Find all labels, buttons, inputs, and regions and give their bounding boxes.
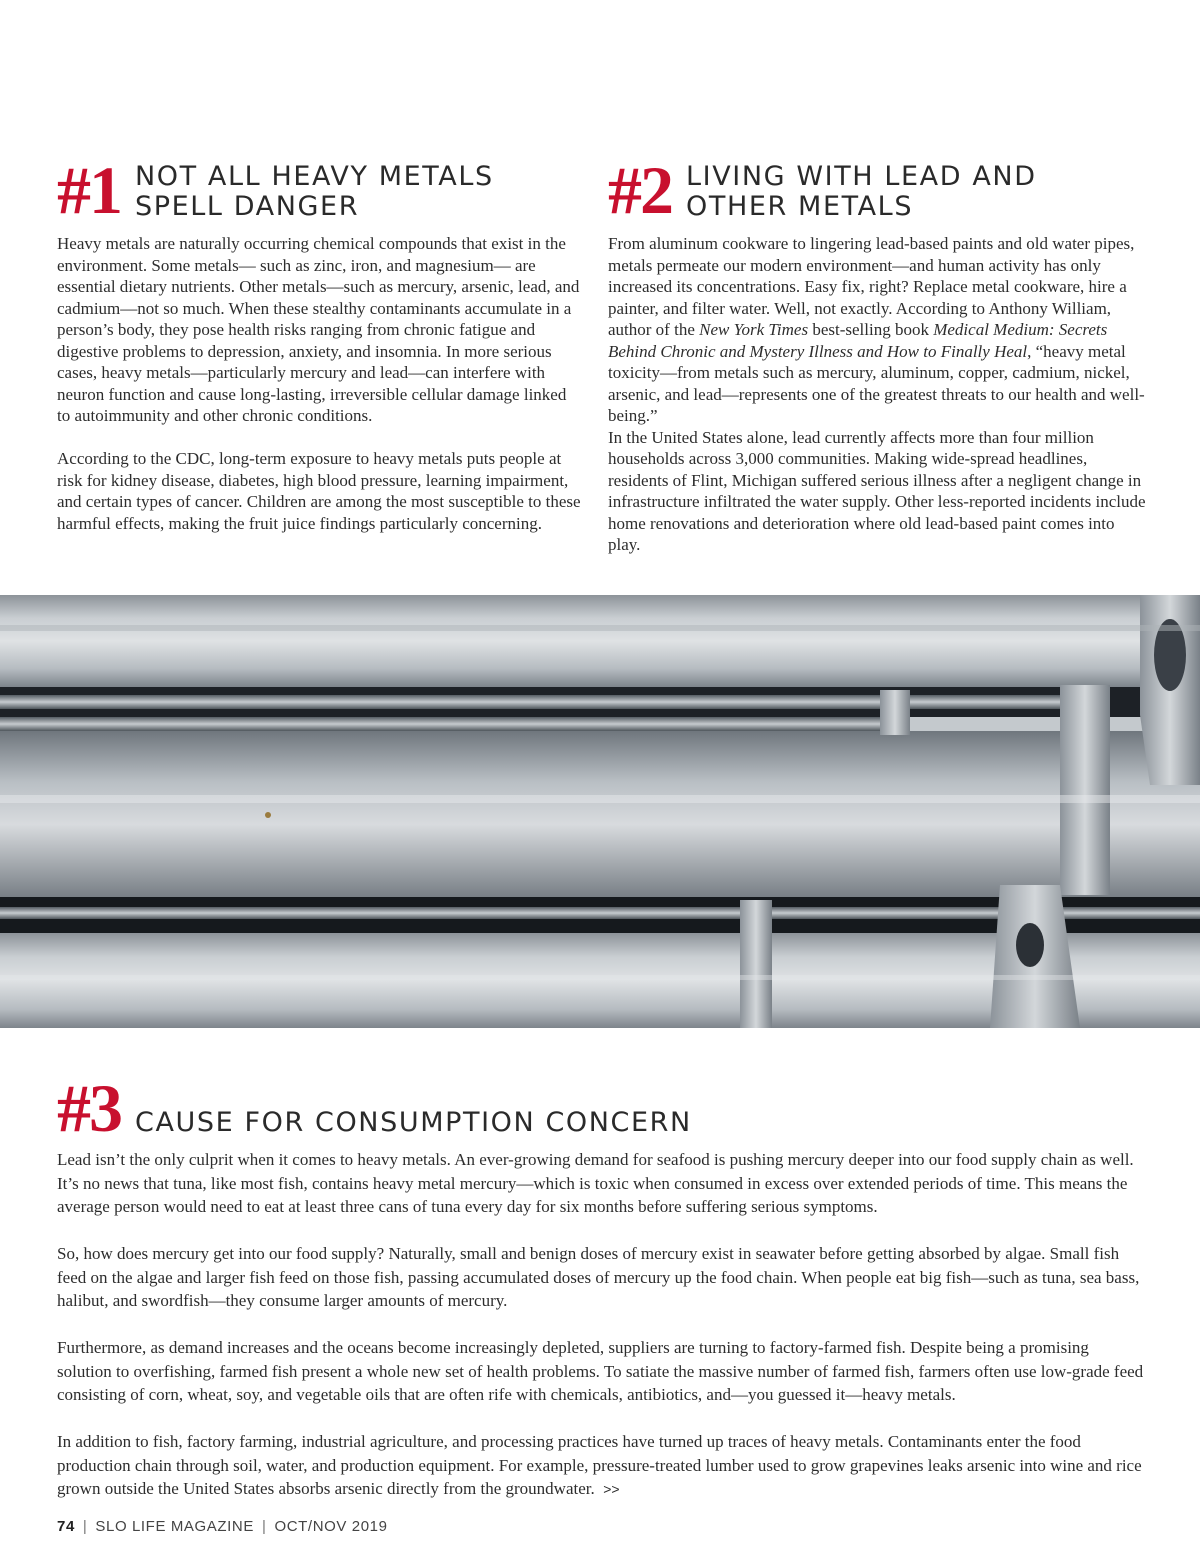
- continue-marker: >>: [603, 1481, 620, 1497]
- section-2-title-line2: OTHER METALS: [686, 191, 914, 222]
- issue-date: OCT/NOV 2019: [274, 1518, 388, 1535]
- footer-separator: |: [82, 1518, 88, 1535]
- section-3-paragraph-3: Furthermore, as demand increases and the oceans become increasingly depleted, suppliers are turning to factory-farmed fish. Despite being a promising solution to overfishing, farmed fish present a whole new set of health problems. To satiate the massive number of farmed fish, farmers often use low-grade feed consisting of corn, wheat, soy, and vegetable oils that are often rife with chemicals, antibiotics, and—you guessed it—heavy metals.: [57, 1338, 1144, 1404]
- section-1-number: #1: [57, 152, 121, 228]
- section-2: [608, 152, 1148, 556]
- section-2-para1-text-b: best-selling book: [808, 320, 934, 339]
- section-2-title-line1: LIVING WITH LEAD AND: [686, 161, 1037, 192]
- book-title: Medical Medium: Secrets Behind Chronic and Mystery Illness and How to Finally Heal: [608, 320, 1108, 361]
- section-3-para4-text: In addition to fish, factory farming, industrial agriculture, and processing practices have turned up traces of heavy metals. Contaminants enter the food production chain through soil, water, and production equipment. For example, pressure-treated lumber used to grow grapevines leaks arsenic into wine and rice grown outside the United States absorbs arsenic directly from the groundwater.: [57, 1432, 1142, 1498]
- section-2-number: #2: [608, 152, 672, 228]
- section-2-paragraph-1: [608, 233, 1148, 427]
- section-1-paragraph-1: Heavy metals are naturally occurring chemical compounds that exist in the environment. Some metals— such as zinc, iron, and magnesium— are essential dietary nutrients. Other metals—such as mercury, arsenic, lead, and cadmium—not so much. When these stealthy contaminants accumulate in a person’s body, they pose health risks ranging from chronic fatigue and digestive problems to depression, anxiety, and insomnia. In more serious cases, heavy metals—particularly mercury and lead—can interfere with neuron function and cause long-lasting, irreversible cellular damage linked to autoimmunity and other chronic conditions.: [57, 234, 580, 425]
- section-2-para1-text-c: , “heavy metal toxicity—from metals such as mercury, aluminum, copper, cadmium, nickel, arsenic, and lead—represents one of the greatest threats to our health and well- being.”: [608, 341, 1145, 425]
- section-3-body: [57, 1148, 1147, 1502]
- section-2-title: [686, 162, 1037, 222]
- page-number: 74: [57, 1518, 75, 1535]
- magazine-name: SLO LIFE MAGAZINE: [95, 1518, 254, 1535]
- section-2-paragraph-2: In the United States alone, lead currently affects more than four million households across 3,000 communities. Making wide-spread headlines, residents of Flint, Michigan suffered serious illness after a negligent change in infrastructure infiltrated the water supply. Other less-reported incidents include home renovations and deterioration where old lead-based paint comes into play.: [608, 427, 1146, 554]
- section-1-paragraph-2: According to the CDC, long-term exposure to heavy metals puts people at risk for kidney disease, diabetes, high blood pressure, learning impairment, and certain types of cancer. Children are among the most susceptible to these harmful effects, making the fruit juice findings particularly concerning.: [57, 449, 581, 533]
- footer-separator: |: [261, 1518, 267, 1535]
- section-3-title: CAUSE FOR CONSUMPTION CONCERN: [135, 1107, 692, 1138]
- section-3-paragraph-1: Lead isn’t the only culprit when it comes to heavy metals. An ever-growing demand for seafood is pushing mercury deeper into our food supply chain as well. It’s no news that tuna, like most fish, contains heavy metal mercury—which is toxic when consumed in excess over extended periods of time. This means the average person would need to eat at least three cans of tuna every day for six months before suffering serious symptoms.: [57, 1150, 1134, 1216]
- section-3-paragraph-2: So, how does mercury get into our food supply? Naturally, small and benign doses of mercury exist in seawater before getting absorbed by algae. Small fish feed on the algae and larger fish feed on those fish, passing accumulated doses of mercury up the food chain. When people eat big fish—such as tuna, sea bass, halibut, and swordfish—they consume larger amounts of mercury.: [57, 1244, 1140, 1310]
- section-1: [57, 152, 582, 534]
- section-2-para1-text-a: From aluminum cookware to lingering lead-based paints and old water pipes, metals permeate our modern environment—and human activity has only increased its concentrations. Easy fix, right? Replace metal cookware, hire a painter, and filter water. Well, not exactly. According to Anthony William, author of the: [608, 234, 1135, 339]
- section-1-title-line1: NOT ALL HEAVY METALS: [135, 161, 494, 192]
- section-1-body: [57, 233, 582, 534]
- section-1-title: [135, 162, 494, 222]
- page-footer: [57, 1518, 388, 1535]
- section-3: [57, 1070, 1147, 1502]
- section-2-body: [608, 233, 1148, 556]
- section-2-heading: [608, 152, 1148, 228]
- section-1-heading: [57, 152, 582, 228]
- metal-pipes-photo: [0, 595, 1200, 1028]
- section-1-title-line2: SPELL DANGER: [135, 191, 360, 222]
- section-3-paragraph-4: [57, 1430, 1147, 1502]
- section-3-heading: [57, 1070, 1147, 1146]
- newspaper-title: New York Times: [699, 320, 809, 339]
- section-3-number: #3: [57, 1070, 121, 1146]
